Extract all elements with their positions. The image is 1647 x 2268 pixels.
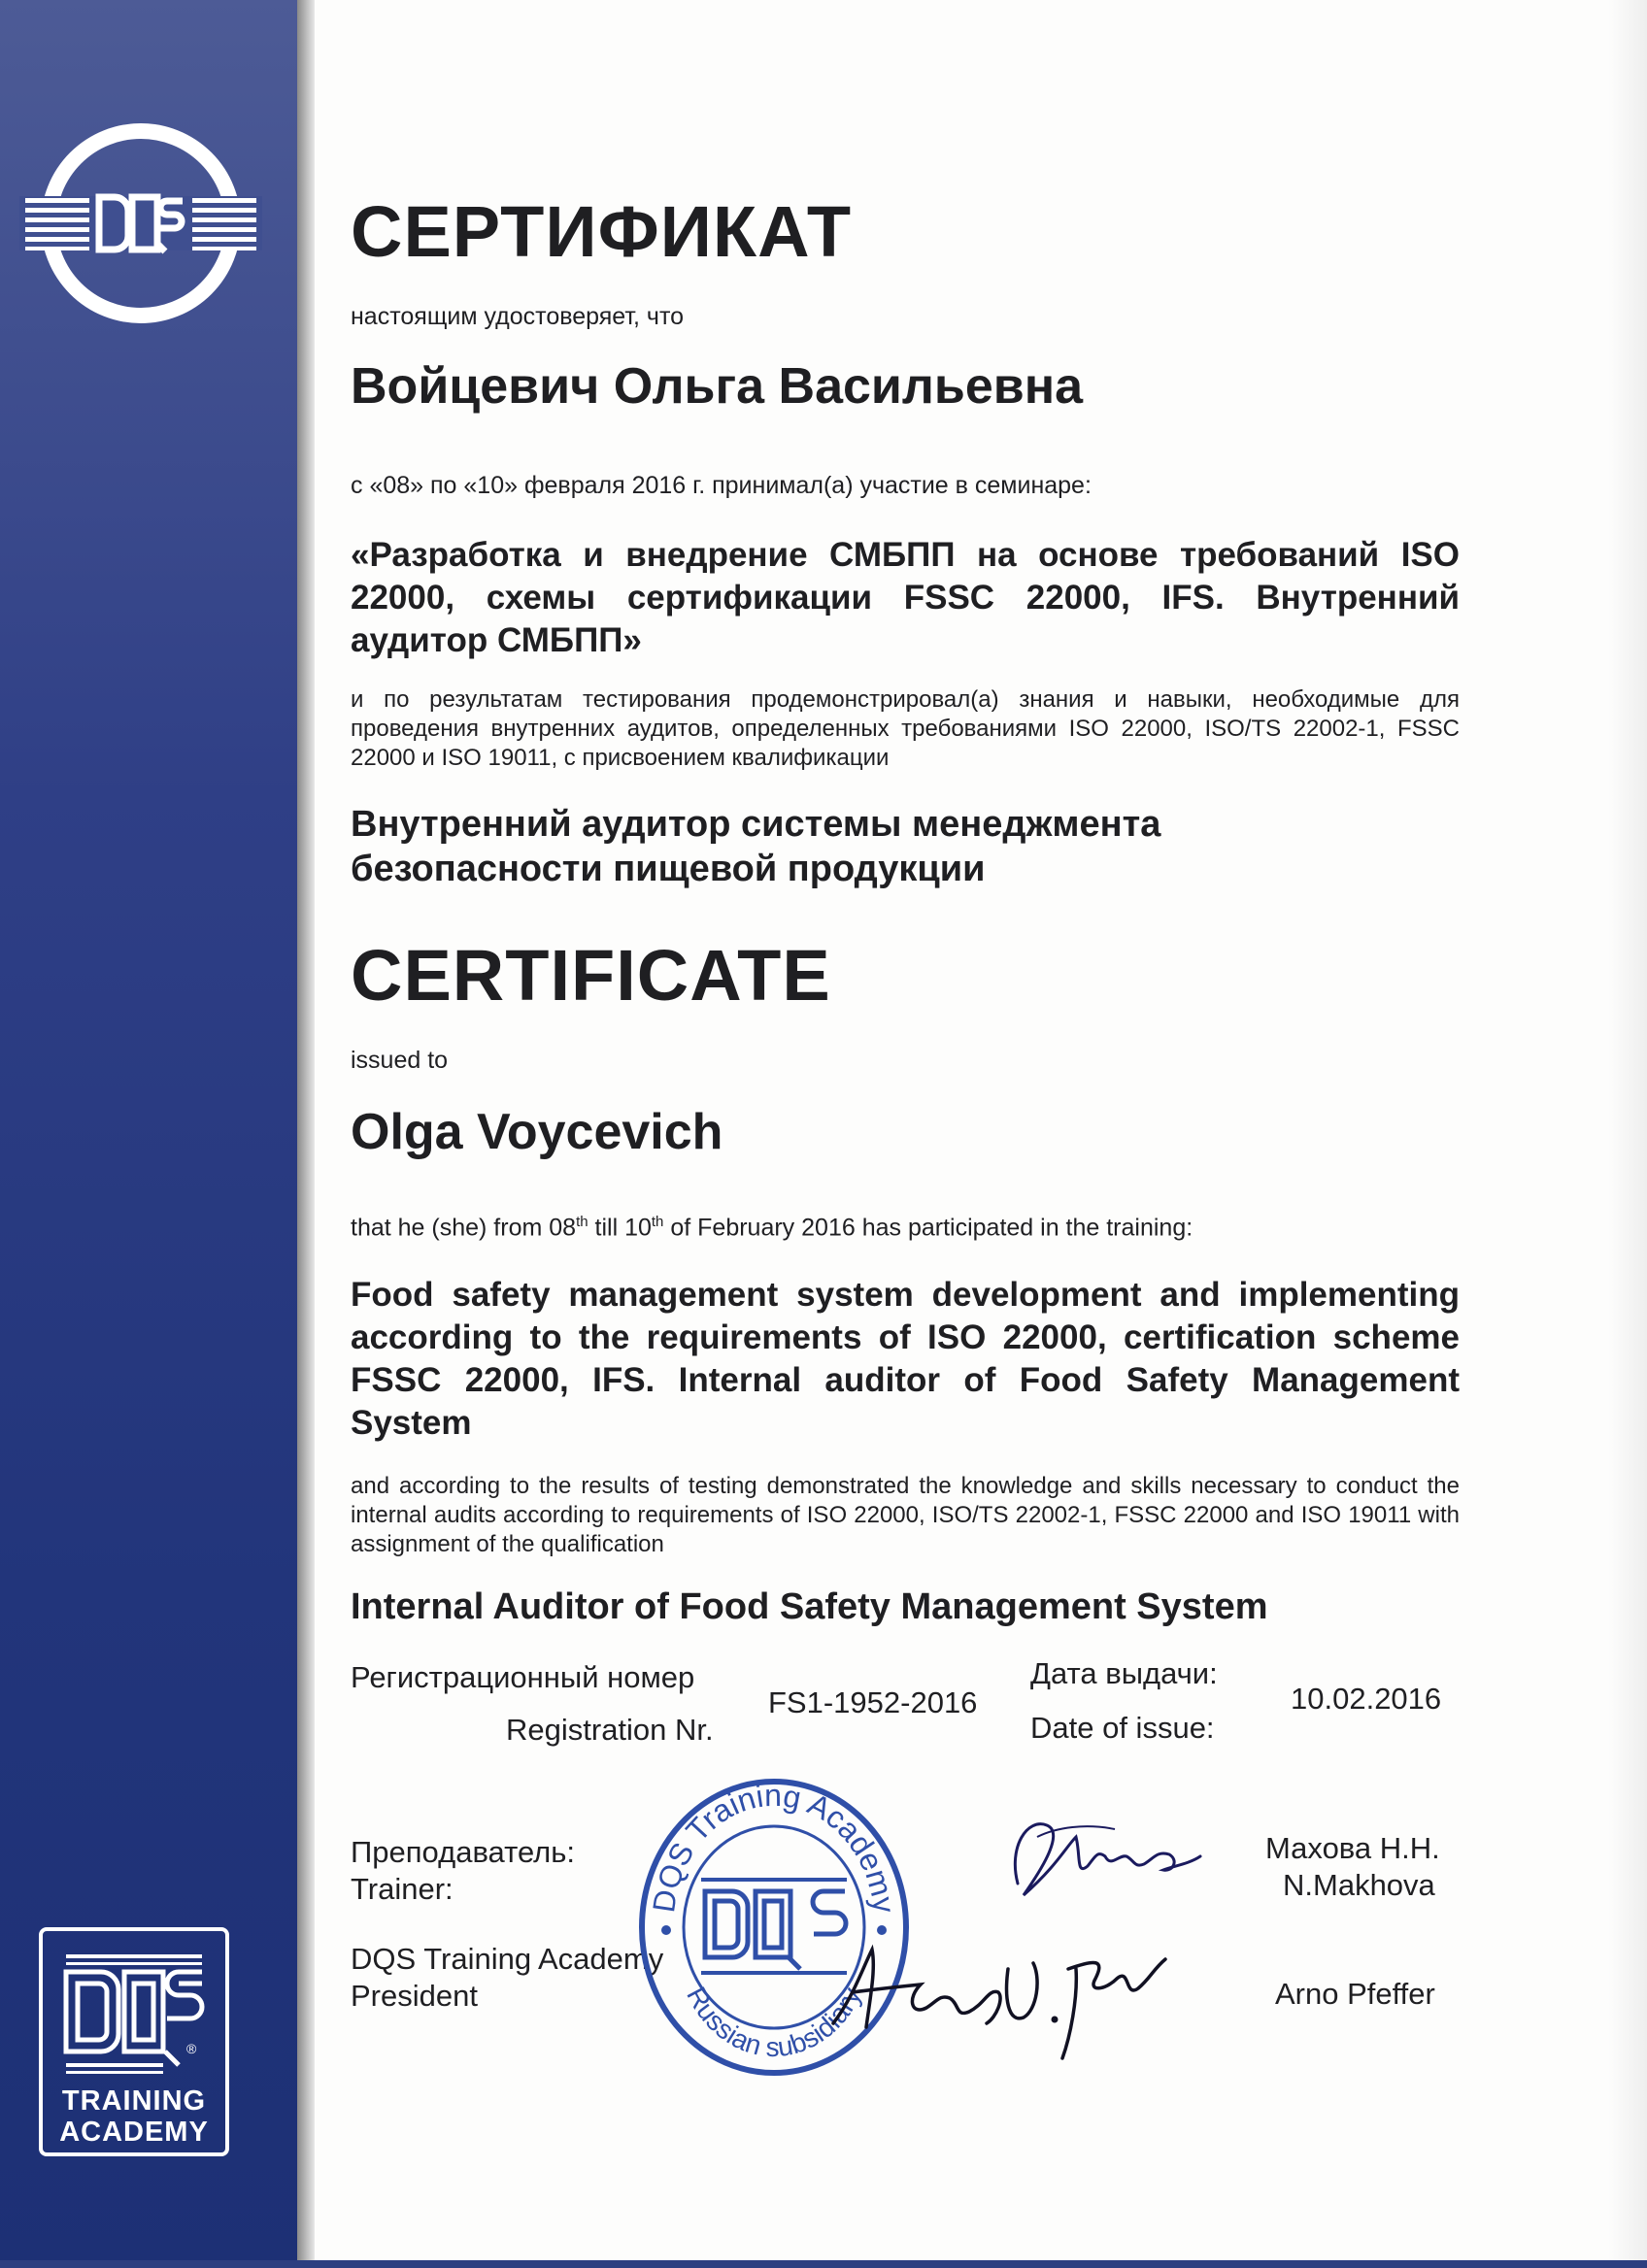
seminar-title-ru: «Разработка и внедрение СМБПП на основе требований ISO 22000, схемы сертификации FSSC 22000, IFS. Внутренний аудитор СМБПП» bbox=[351, 536, 1460, 659]
trainer-name-ru: Махова Н.Н. bbox=[1265, 1831, 1440, 1865]
trainer-label-ru: Преподаватель: bbox=[351, 1835, 576, 1869]
dates-ru: с «08» по «10» февраля 2016 г. принимал(а) участие в семинаре: bbox=[351, 472, 1092, 499]
recipient-name-en: Olga Voycevich bbox=[351, 1104, 723, 1160]
title-ru: СЕРТИФИКАТ bbox=[351, 191, 853, 272]
issue-date: 10.02.2016 bbox=[1291, 1682, 1442, 1716]
trainer-name-en: N.Makhova bbox=[1283, 1868, 1435, 1902]
issue-date-label-en: Date of issue: bbox=[1030, 1711, 1215, 1745]
svg-text:DQS Training Academy bbox=[646, 1778, 902, 1915]
dates-en bbox=[351, 1214, 1193, 1242]
recipient-name-ru: Войцевич Ольга Васильевна bbox=[351, 358, 1084, 415]
dqs-logo-top bbox=[19, 121, 262, 325]
svg-text:®: ® bbox=[186, 2041, 197, 2056]
title-en: CERTIFICATE bbox=[351, 935, 831, 1016]
training-title-en: Food safety management system development and implementing according to the requirements of ISO 22000, certification scheme FSSC 22000, IFS. Internal auditor of Food Safety Management System bbox=[351, 1276, 1460, 1442]
dates-en-prefix: that he (she) from 08 bbox=[351, 1214, 577, 1242]
stamp-top-text: DQS Training Academy bbox=[646, 1777, 902, 1916]
stamp-bottom-text: Russian subsidiary bbox=[681, 1982, 867, 2063]
registration-label-en: Registration Nr. bbox=[506, 1713, 714, 1747]
president-name: Arno Pfeffer bbox=[1275, 1977, 1435, 2011]
certifies-ru: настоящим удостоверяет, что bbox=[351, 303, 685, 330]
registration-number: FS1-1952-2016 bbox=[768, 1685, 978, 1719]
results-ru: и по результатам тестирования продемонстрировал(а) знания и навыки, необходимые для проведения внутренних аудитов, определенных требованиями ISO 22000, ISO/TS 22002-1, FSSC 22000 и ISO 19011, с присвоением квалификации bbox=[351, 686, 1460, 771]
issued-to-en: issued to bbox=[351, 1047, 449, 1074]
dqs-logo-icon bbox=[19, 121, 262, 325]
president-label-line2: President bbox=[351, 1979, 478, 2013]
training-academy-logo bbox=[39, 1927, 229, 2156]
bottom-strip bbox=[0, 2260, 1647, 2268]
results-en: and according to the results of testing demonstrated the knowledge and skills necessary to conduct the internal audits according to requirements of ISO 22000, ISO/TS 22002-1, FSSC 22000 and ISO 19011 with assignment of the qualification bbox=[351, 1473, 1460, 1557]
dates-en-suffix: of February 2016 has participated in the training: bbox=[663, 1214, 1193, 1242]
dqs-logo-small-icon bbox=[56, 1945, 212, 2081]
academy-text-line1: TRAINING bbox=[61, 2085, 207, 2117]
dates-en-sup2: th bbox=[651, 1214, 664, 1230]
president-label-line1: DQS Training Academy bbox=[351, 1942, 664, 1976]
trainer-label-en: Trainer: bbox=[351, 1872, 454, 1906]
president-signature bbox=[814, 1930, 1183, 2066]
page-right-edge bbox=[1608, 0, 1647, 2268]
issue-date-label-ru: Дата выдачи: bbox=[1030, 1656, 1218, 1690]
dates-en-mid: till 10 bbox=[588, 1214, 652, 1242]
trainer-signature bbox=[998, 1808, 1212, 1915]
sidebar-edge-shadow bbox=[297, 0, 315, 2268]
qualification-ru: Внутренний аудитор системы менеджмента безопасности пищевой продукции bbox=[351, 804, 1161, 889]
academy-text-line2: ACADEMY bbox=[59, 2117, 209, 2148]
registration-label-ru: Регистрационный номер bbox=[351, 1660, 695, 1694]
qualification-en: Internal Auditor of Food Safety Management System bbox=[351, 1586, 1268, 1627]
dates-en-sup1: th bbox=[576, 1214, 588, 1230]
